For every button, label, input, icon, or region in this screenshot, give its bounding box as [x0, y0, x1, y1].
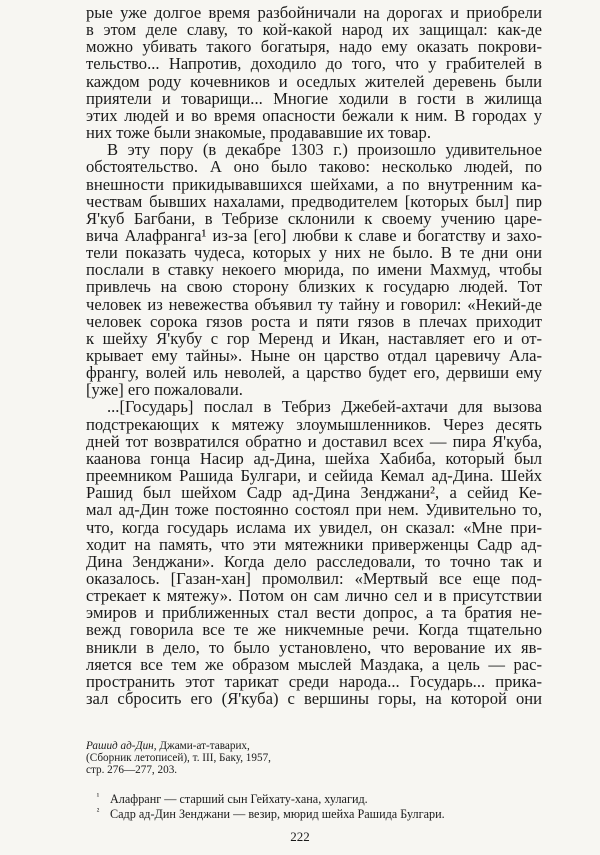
- text-line: зал сбросить его (Я'куба) с вершины горы, на которой они: [86, 689, 542, 708]
- source-title: Джами-ат-таварих,: [156, 740, 250, 752]
- text-line: можно убивать такого богатыря, надо ему оказать покрови-: [86, 37, 542, 57]
- text-line: каанова гонца Насир ад-Дина, шейха Хабиба, который был: [86, 448, 542, 468]
- text-line: тельство... Напротив, доходило до того, что у грабителей в: [86, 54, 542, 74]
- text-line: пространить этот тарикат среди народа... Государь... прика-: [86, 671, 542, 691]
- text-line: мал ад-Дин тоже постоянно состоял при нем. Удивительно то,: [86, 500, 542, 520]
- text-line: человек из невежества объявил ту тайну и говорил: «Некий-де: [86, 294, 542, 314]
- text-line: преемником Рашида Булгари, и сейида Кемал ад-Дина. Шейх: [86, 466, 542, 486]
- source-author: Рашид ад-Дин,: [86, 740, 157, 752]
- text-line: Дина Зенджани». Когда дело расследовали, то точно так и: [86, 551, 542, 571]
- footnote-text: Садр ад-Дин Зенджани — везир, мюрид шейха Рашида Булгари.: [110, 807, 445, 821]
- page-number: 222: [290, 829, 310, 844]
- text-line: в этом деле славу, то кой-какой народ их защищал: как-де: [86, 20, 542, 40]
- footnote: [86, 804, 445, 821]
- text-line: Рашид был шейхом Садр ад-Дина Зенджани², а сейид Ке-: [86, 483, 542, 503]
- source-citation: [86, 740, 250, 752]
- text-line: человек сорока гязов роста и пяти гязов в плечах приходит: [86, 311, 542, 331]
- text-line: вича Алафранга¹ из-за [его] любви к славе и богатству и захо-: [86, 225, 542, 245]
- text-line: рые уже долгое время разбойничали на дорогах и приобрели: [86, 3, 542, 22]
- text-line: чествам бывших нахалами, предводителем [которых был] пир: [86, 191, 542, 211]
- source-edition: (Сборник летописей), т. III, Баку, 1957,: [86, 752, 271, 764]
- text-line: послали в ставку некоего мюрида, по имени Махмуд, чтобы: [86, 260, 542, 280]
- text-line: к шейху Я'кубу с гор Меренд и Икан, наставляет его и от-: [86, 328, 542, 348]
- text-line: вежд говорила все те же никчемные речи. Когда тщательно: [86, 620, 542, 640]
- text-line: вникли в дело, то было установлено, что верование их яв-: [86, 637, 542, 657]
- text-line: приятели и товарищи... Многие ходили в гости в жилища: [86, 88, 542, 108]
- text-line: стрекает к мятежу». Потом он сам лично сел и в присутствии: [86, 586, 542, 606]
- text-line: [уже] его пожаловали.: [86, 380, 243, 400]
- text-line: каждом роду кочевников и оседлых жителей деревень были: [86, 71, 542, 91]
- text-line: обстоятельство. А оно было таково: несколько людей, по: [86, 157, 542, 177]
- text-line: них тоже были знакомые, продававшие их товар.: [86, 123, 431, 143]
- text-line: привлечь на свою сторону близких к государю людей. Тот: [86, 277, 542, 297]
- text-line: ляется все тем же образом мыслей Маздака, а цель — рас-: [86, 654, 542, 674]
- text-line: этих людей и во время опасности бежали к ним. В городах у: [86, 105, 542, 125]
- footnote-mark: ¹: [96, 791, 100, 801]
- text-line: франгу, волей иль неволей, а царство будет его, дервиши ему: [86, 363, 542, 383]
- text-line: оказалось. [Газан-хан] промолвил: «Мертвый все еще под-: [86, 568, 542, 588]
- text-line: тели показать чудеса, которых у них не было. В те дни они: [86, 243, 542, 263]
- footnote-text: Алафранг — старший сын Гейхату-хана, хулагид.: [110, 792, 368, 806]
- source-pages: стр. 276—277, 203.: [86, 764, 178, 776]
- text-line: внешности прикидывавшихся шейхами, а по внутренним ка-: [86, 174, 542, 194]
- text-line: ходит на память, что эти мятежники приверженцы Садр ад-: [86, 534, 542, 554]
- text-line: подстрекающих к мятежу злоумышленников. Через десять: [86, 414, 542, 434]
- text-line: крывает ему тайны». Ныне он царство отдал царевичу Ала-: [86, 346, 542, 365]
- text-line: ...[Государь] послал в Тебриз Джебей-ахтачи для вызова: [107, 397, 542, 417]
- text-line: эмиров и приближенных стал вести допрос, а та братия не-: [86, 603, 542, 623]
- text-line: дней тот возвратился обратно и доставил всех — пира Я'куба,: [86, 431, 542, 451]
- footnote-mark: ²: [96, 806, 100, 816]
- text-line: В эту пору (в декабре 1303 г.) произошло удивительное: [107, 140, 542, 160]
- text-line: Я'куб Багбани, в Тебризе склонили к своему учению царе-: [86, 208, 542, 228]
- text-line: что, когда государь ислама их увидел, он сказал: «Мне при-: [86, 517, 542, 537]
